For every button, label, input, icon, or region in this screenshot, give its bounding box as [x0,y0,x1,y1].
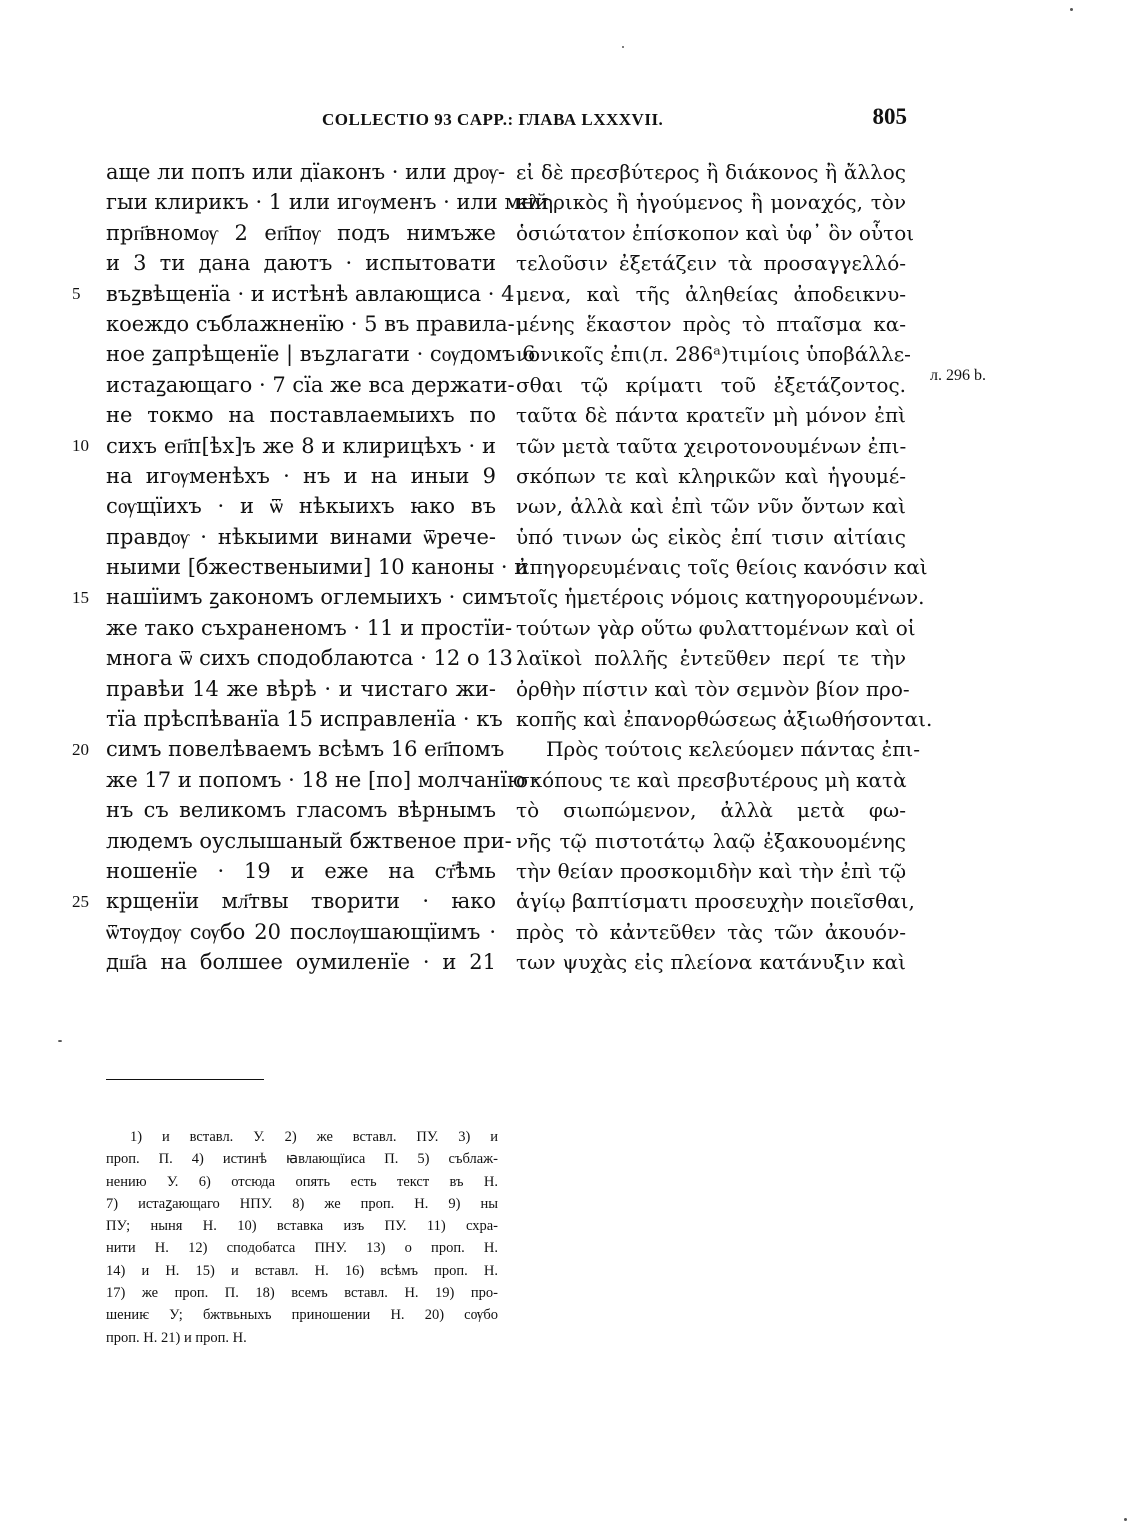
slavonic-line: на игѹменѣхъ · нъ и на иныи 9 [106,463,496,488]
greek-line: ἀπηγορευμέναις τοῖς θείοις κανόσιν καὶ [516,555,928,580]
slavonic-line: дш҃а на болшее оумиленїе · и 21 [106,950,496,975]
slavonic-line: ное ꙁапрѣщенїе | въꙁлагати · сѹдомъ 6 [106,342,536,367]
greek-line: των ψυχὰς εἰς πλείονα κατάνυξιν καὶ [516,950,906,975]
greek-line: τοῖς ἡμετέροις νόμοις κατηγορουμένων. [516,585,925,610]
greek-line: εἰ δὲ πρεσβύτερος ἢ διάκονος ἢ ἄλλος [516,160,906,184]
greek-line: τούτων γὰρ οὕτω φυλαττομένων καὶ οἱ [516,615,916,640]
greek-line: κοπῆς καὶ ἐπανορθώσεως ἀξιωθήσονται. [516,707,933,732]
footnote-line: 7) истаꙁающаго НПУ. 8) же проп. Н. 9) ны [106,1195,498,1212]
greek-line: νονικοῖς ἐπι(л. 286ᵃ)τιμίοις ὑποβάλλε- [516,342,911,367]
margin-note: л. 296 b. [930,367,986,384]
greek-line: ὁσιώτατον ἐπίσκοπον καὶ ὑφ᾽ ὃν οὗτοι [516,220,915,245]
slavonic-column [106,157,549,978]
slavonic-line: же тако съхраненомъ · 11 и простїи- [106,615,513,640]
slavonic-line: истаꙁающаго · 7 сїа же вса держати- [106,372,515,397]
page-header [322,104,907,138]
scan-speck [1070,8,1073,11]
line-number: 15 [72,587,89,607]
footnote-line: проп. Н. 21) и проп. Н. [106,1329,247,1346]
slavonic-line: нашїимъ ꙁакономъ оглемыихъ · симъ [106,585,518,610]
slavonic-line: же 17 и попомъ · 18 не [по] молчанїю · [106,767,539,792]
greek-line: μενα, καὶ τῆς ἀληθείας ἀποδεικνυ- [516,281,906,306]
greek-line: κληρικὸς ἢ ἡγούμενος ἢ μοναχός, τὸν [516,190,906,215]
scan-speck [58,1040,62,1042]
greek-line: νων, ἀλλὰ καὶ ἐπὶ τῶν νῦν ὄντων καὶ [516,494,906,519]
greek-line: ταῦτα δὲ πάντα κρατεῖν μὴ μόνον ἐπὶ [516,403,906,428]
slavonic-line: въꙁвѣщенїа · и истѣнѣ авлающиса · 4 [106,281,515,306]
greek-line: σκόπους τε καὶ πρεσβυτέρους μὴ κατὰ [516,767,907,792]
footnote-line: нению У. 6) отсюда опять есть текст въ Н. [106,1173,498,1190]
greek-line: τὸ σιωπώμενον, ἀλλὰ μετὰ φω- [516,798,906,823]
greek-line: ἁγίῳ βαπτίσματι προσευχὴν ποιεῖσθαι, [516,889,915,914]
footnote-line: проп. П. 4) истинѣ ꙗвлающїиса П. 5) съблаж- [106,1151,498,1168]
slavonic-line: сихъ еп҃п[ѣх]ъ же 8 и клирицѣхъ · и [106,433,496,458]
running-title: COLLECTIO 93 CAPP.: ГЛАВА LXXXVII. [322,110,664,129]
greek-line: μένης ἕκαστον πρὸς τὸ πταῖσμα κα- [516,311,906,336]
greek-line: τελοῦσιν ἐξετάζειν τὰ προσαγγελλό- [516,251,906,276]
slavonic-line: аще ли попъ или дїаконъ · или дрѹ- [106,160,506,184]
slavonic-line: крщенїи мл҃твы творити · ꙗко [106,889,496,914]
slavonic-line: коеждо съблажненїю · 5 въ правила- [106,311,515,336]
slavonic-line: не токмо на поставлаемыихъ по [106,403,496,428]
slavonic-line: людемъ оуслышаный бжтвеное при- [106,828,512,853]
footnote-line: 1) и вставл. У. 2) же вставл. ПУ. 3) и [130,1129,498,1145]
footnote-line: 17) же проп. П. 18) всемъ вставл. Н. 19) про- [106,1285,498,1302]
greek-line: πρὸς τὸ κἀντεῦθεν τὰς τῶν ἀκουόν- [516,919,906,944]
slavonic-line: правѣи 14 же вѣрѣ · и чистаго жи- [106,676,496,701]
slavonic-line: ѿтѹдѹ сѹбо 20 послѹшающїимъ · [106,919,496,944]
greek-line: τὴν θείαν προσκομιδὴν καὶ τὴν ἐπὶ τῷ [516,858,906,883]
slavonic-line: прп҃вномѹ 2 еп҃пѹ подъ нимъже [106,220,496,245]
slavonic-line: ношенїе · 19 и еже на ст҃ѣмь [106,858,496,883]
scan-speck [1124,1518,1127,1521]
slavonic-line: ныими [бжественыими] 10 каноны · и [106,555,529,580]
greek-line: νῆς τῷ πιστοτάτῳ λαῷ ἐξακουομένης [516,828,906,853]
line-number: 20 [72,739,89,759]
footnote-line: 14) и Н. 15) и вставл. Н. 16) всѣмъ проп. Н. [106,1262,498,1279]
slavonic-line: правдѹ · нѣкыими винами ѿрече- [106,524,496,549]
greek-column [516,157,933,978]
greek-line: σκόπων τε καὶ κληρικῶν καὶ ἡγουμέ- [516,463,906,488]
page-number: 805 [872,104,907,129]
greek-line: ὀρθὴν πίστιν καὶ τὸν σεμνὸν βίον προ- [516,676,910,701]
slavonic-line: гыи клирикъ · 1 или игѹменъ · или мнй [106,190,549,215]
greek-line: τῶν μετὰ ταῦτα χειροτονουμένων ἐπι- [516,433,907,458]
slavonic-line: и 3 ти дана даютъ · испытовати [106,251,496,276]
line-number: 25 [72,891,89,911]
slavonic-line: сѹщїихъ · и ѿ нѣкыихъ ꙗко въ [106,494,496,519]
footnote-line: нити Н. 12) сподобатса ПНУ. 13) о проп. Н. [106,1240,498,1257]
greek-line: σθαι τῷ κρίματι τοῦ ἐξετάζοντος. [516,372,906,397]
slavonic-line: многа ѿ сихъ сподоблаютса · 12 о 13 [106,646,513,671]
footnote-line: ПУ; ныня Н. 10) вставка изъ ПУ. 11) схра- [106,1218,498,1235]
footnote-rule [106,1079,264,1080]
footnote-line: шениѥ У; бжтвьныхъ приношении Н. 20) сѹбо [106,1307,498,1324]
footnotes [106,1126,498,1349]
slavonic-line: тїа прѣспѣванїа 15 исправленїа · къ [106,707,503,732]
slavonic-line: нъ съ великомъ гласомъ вѣрнымъ [106,798,496,823]
line-number: 5 [72,283,81,303]
line-number: 10 [72,435,89,455]
greek-line: λαϊκοὶ πολλῆς ἐντεῦθεν περί τε τὴν [516,646,906,671]
greek-line: Πρὸς τούτοις κελεύομεν πάντας ἐπι- [546,737,920,762]
scan-speck [622,46,624,48]
slavonic-line: симъ повелѣваемъ всѣмъ 16 еп҃помъ [106,737,505,762]
greek-line: ὑπό τινων ὡς εἰκὸς ἐπί τισιν αἰτίαις [516,524,906,549]
